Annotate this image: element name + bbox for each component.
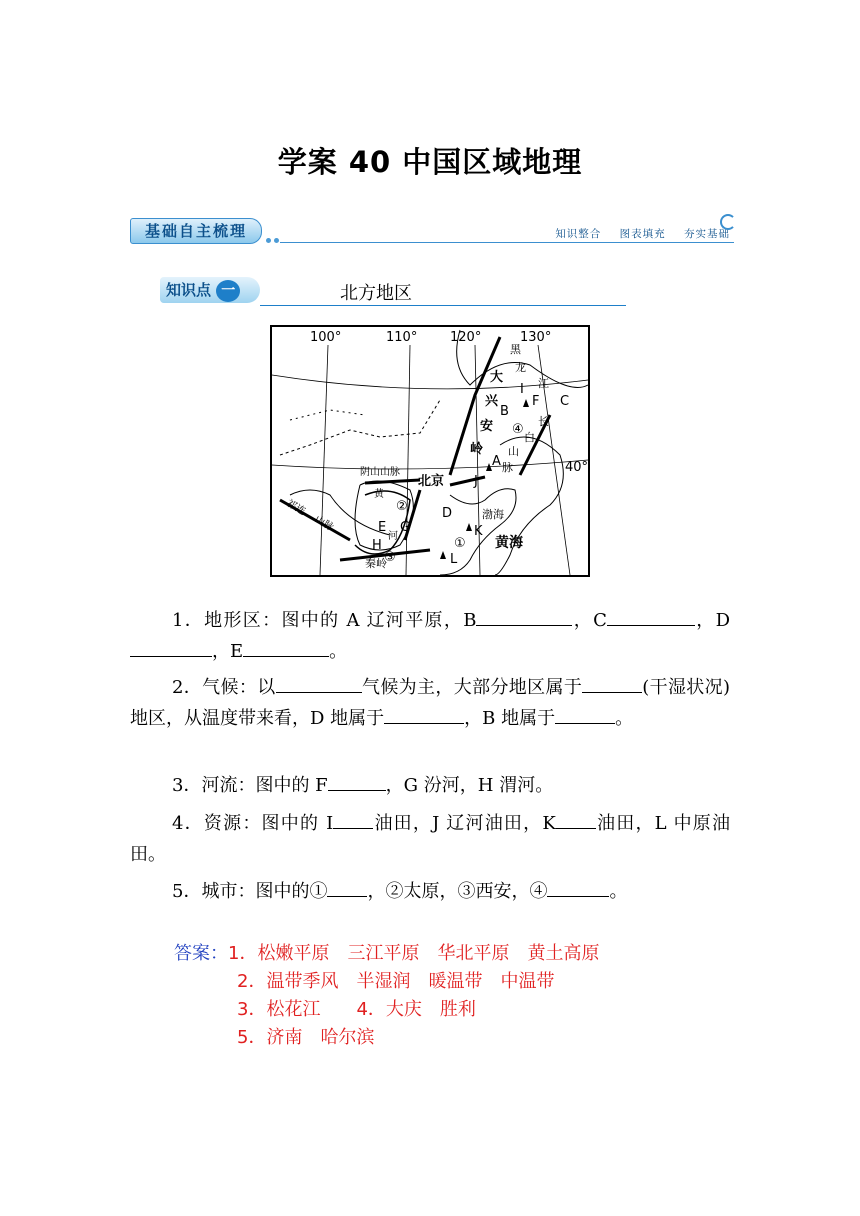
blank[interactable]: [243, 636, 329, 657]
label-yinshan: 阴山山脉: [360, 467, 400, 478]
city-3: ③: [384, 550, 396, 565]
banner-label-2: 图表填充: [619, 228, 666, 240]
blank[interactable]: [327, 876, 367, 897]
label-jiang: 江: [538, 377, 549, 390]
banner-dots: [266, 228, 282, 247]
label-qinling: 秦岭: [365, 557, 387, 570]
answer-line-2: 2．温带季风 半湿润 暖温带 中温带: [237, 971, 555, 992]
label-an: 安: [480, 419, 494, 434]
label-huanghai-1: 黄海: [495, 535, 523, 551]
kp-underline: [260, 305, 626, 306]
banner-tab: 基础自主梳理: [130, 218, 262, 244]
city-2: ②: [396, 499, 408, 514]
label-xing: 兴: [485, 394, 499, 409]
label-shan: 山: [508, 445, 519, 458]
label-K: K: [474, 524, 483, 539]
kp-title: 北方地区: [340, 283, 412, 304]
lon-130: 130°: [520, 330, 552, 345]
question-5: 5．城市：图中的① ，②太原，③西安，④ 。: [130, 876, 730, 907]
label-L: L: [450, 552, 458, 567]
q5-head: 城市: [201, 881, 238, 902]
label-D: D: [442, 506, 453, 521]
kp-number: 一: [216, 280, 240, 302]
blank[interactable]: [384, 703, 464, 724]
label-hei: 黑: [510, 343, 521, 356]
question-1: 1．地形区：图中的 A 辽河平原，B ，C ，D，E 。: [130, 605, 730, 667]
answer-line-1: 1．松嫩平原 三江平原 华北平原 黄土高原: [228, 943, 600, 964]
label-beijing: 北京: [418, 474, 445, 489]
city-1: ①: [454, 536, 466, 551]
label-da: 大: [490, 370, 504, 385]
lon-120: 120°: [450, 330, 482, 345]
kp-tab-label: 知识点: [166, 281, 212, 299]
label-C: C: [560, 394, 570, 409]
label-F: F: [532, 394, 540, 409]
label-J: J: [474, 474, 478, 489]
question-2: 2．气候：以 气候为主，大部分地区属于 (干湿状况)地区，从温度带来看，D 地属于 ，B 地属于 。: [130, 672, 730, 734]
answer-line-4: 5．济南 哈尔滨: [237, 1027, 375, 1048]
knowledge-point-tab: [160, 277, 260, 303]
label-chang: 长: [538, 415, 549, 428]
q3-head: 河流: [201, 775, 238, 796]
blank[interactable]: [276, 672, 362, 693]
north-china-map: [270, 325, 590, 577]
q4-head: 资源: [203, 813, 243, 834]
knowledge-point-header: [160, 275, 626, 307]
label-bohai: 渤海: [482, 508, 504, 521]
lat-40: 40°: [564, 460, 588, 475]
label-he: 河: [388, 531, 398, 542]
label-mai: 脉: [502, 461, 513, 474]
question-4: 4．资源：图中的 I 油田，J 辽河油田，K 油田，L 中原油田。: [130, 808, 730, 870]
label-A: A: [492, 454, 501, 469]
label-I: I: [520, 382, 524, 397]
label-shanmai: 山脉: [312, 514, 336, 534]
label-B: B: [500, 404, 509, 419]
q1-head: 地形区: [204, 610, 263, 631]
label-huang: 黄: [374, 489, 384, 500]
answer-label: 答案：: [174, 943, 228, 964]
section-banner: [130, 216, 734, 246]
page-title: 学案 40 中国区域地理: [277, 145, 583, 179]
lon-100: 100°: [310, 330, 342, 345]
label-bai: 白: [524, 431, 535, 444]
blank[interactable]: [582, 672, 642, 693]
banner-right-labels: [541, 226, 730, 241]
q2-head: 气候: [202, 677, 239, 698]
blank[interactable]: [476, 605, 572, 626]
blank[interactable]: [130, 636, 212, 657]
label-long: 龙: [515, 361, 526, 374]
label-G: G: [400, 520, 411, 535]
answer-block: [174, 940, 599, 1052]
banner-label-3: 夯实基础: [684, 228, 730, 240]
blank[interactable]: [333, 808, 373, 829]
blank[interactable]: [607, 605, 695, 626]
blank[interactable]: [328, 770, 386, 791]
lon-110: 110°: [386, 330, 418, 345]
banner-label-1: 知识整合: [555, 228, 602, 240]
banner-end-ornament: [720, 214, 736, 230]
banner-line: [280, 242, 734, 243]
label-H: H: [372, 538, 382, 553]
answer-line-3: 3．松花江 4．大庆 胜利: [237, 999, 476, 1020]
blank[interactable]: [556, 808, 596, 829]
question-3: 3．河流：图中的 F ，G 汾河，H 渭河。: [130, 770, 730, 801]
label-ling: 岭: [470, 442, 484, 457]
label-E: E: [378, 520, 387, 535]
blank[interactable]: [547, 876, 609, 897]
city-4: ④: [512, 422, 524, 437]
label-qilian: 祁连: [284, 498, 308, 518]
blank[interactable]: [555, 703, 615, 724]
